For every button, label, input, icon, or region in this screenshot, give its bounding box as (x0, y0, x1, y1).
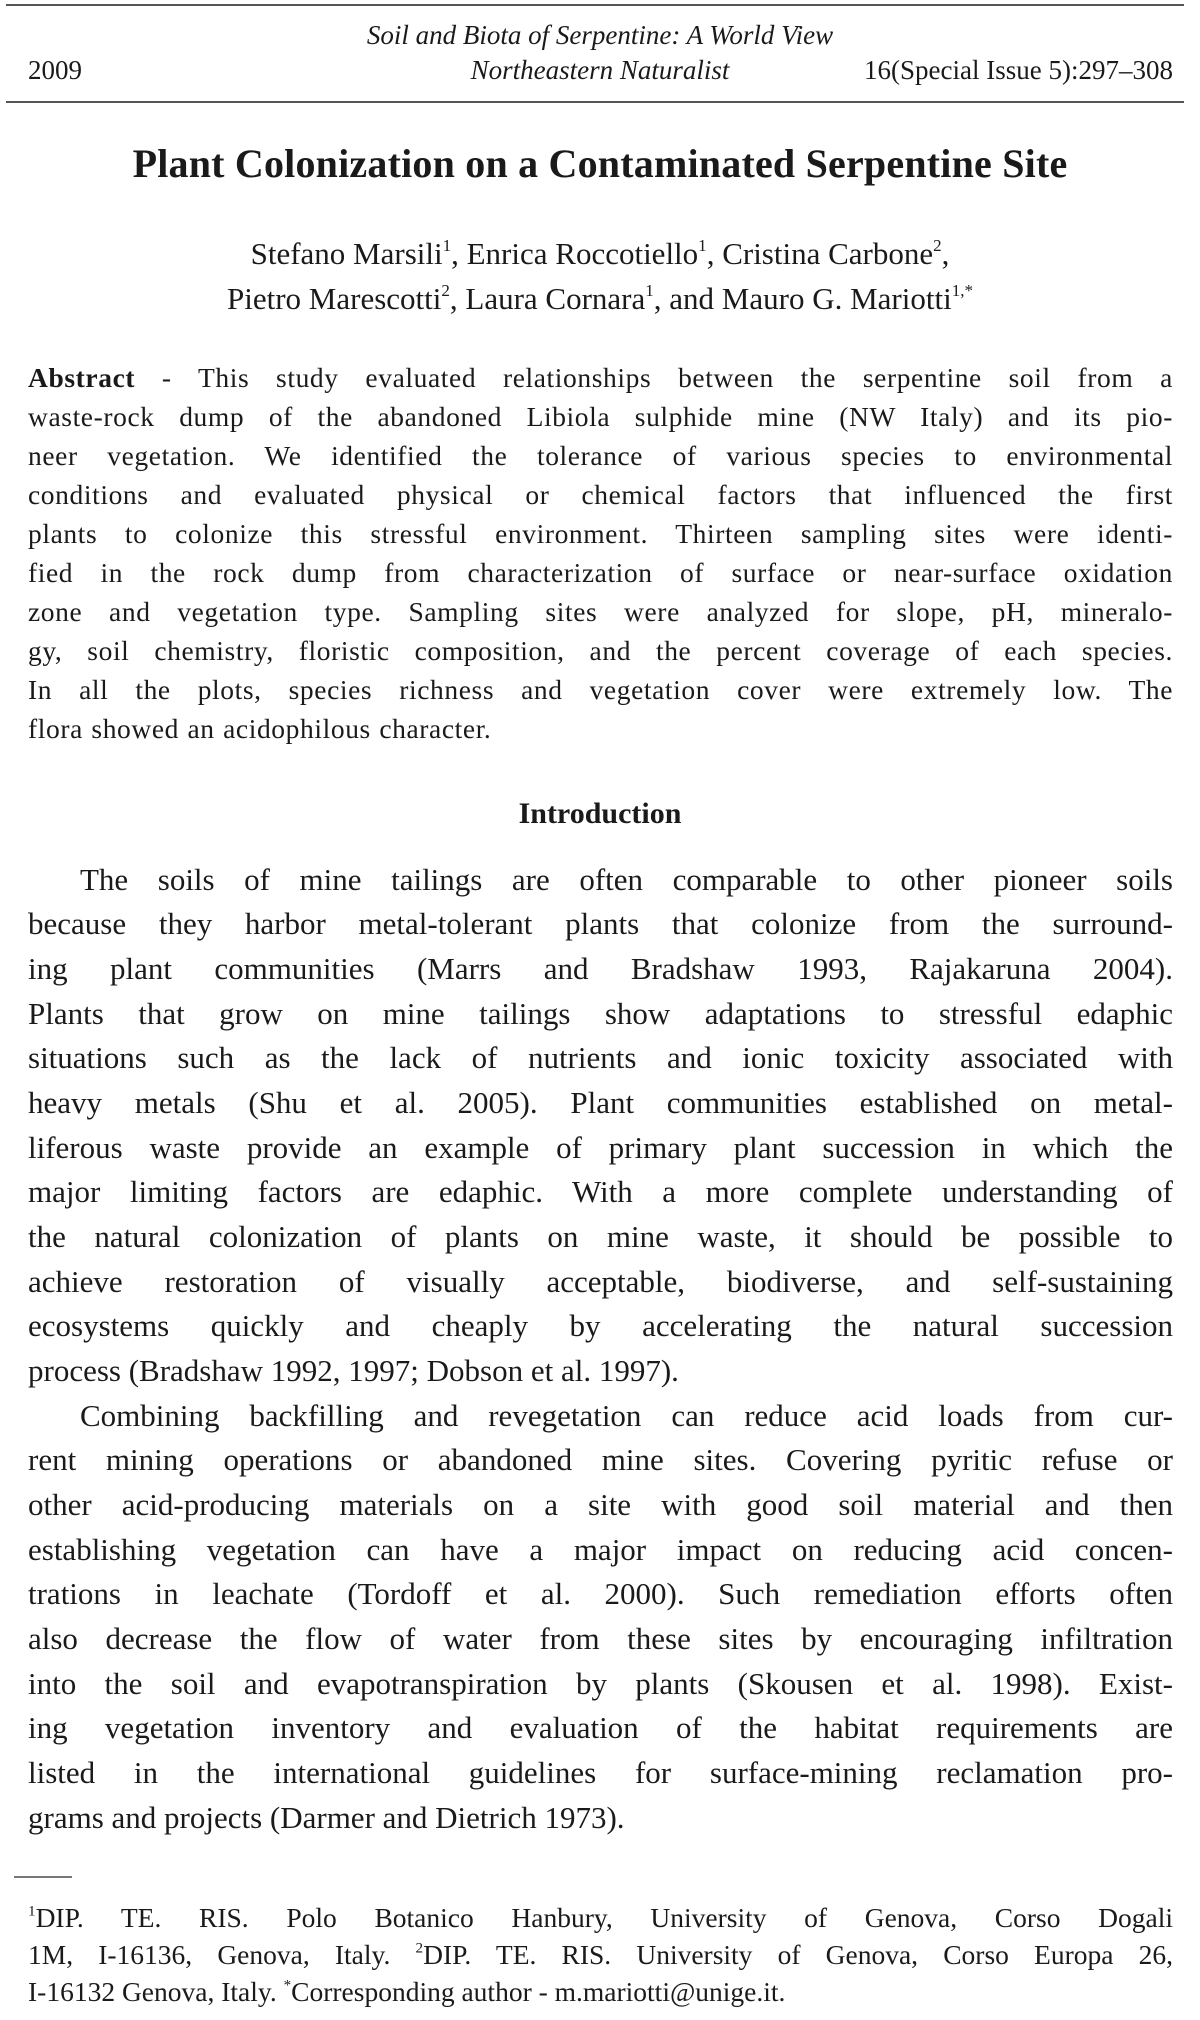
journal-name: Northeastern Naturalist (470, 55, 730, 85)
header-bottom-rule (6, 101, 1184, 103)
body-line: listed in the international guidelines for surface-mining reclamation pro- (28, 1755, 1173, 1790)
article-title: Plant Colonization on a Contaminated Serpentine Site (132, 141, 1068, 186)
affiliation-marker: 1,* (951, 281, 973, 301)
body-line: ing plant communities (Marrs and Bradshaw 1993, Rajakaruna 2004). (28, 951, 1173, 986)
body-line: Plants that grow on mine tailings show adaptations to stressful edaphic (28, 996, 1173, 1031)
body-line: into the soil and evapotranspiration by plants (Skousen et al. 1998). Exist- (28, 1666, 1173, 1701)
abstract-line: conditions and evaluated physical or chemical factors that influenced the first (28, 479, 1173, 510)
abstract-line: In all the plots, species richness and vegetation cover were extremely low. The (28, 674, 1173, 705)
author-name: Pietro Marescotti (227, 281, 442, 316)
abstract-line: waste-rock dump of the abandoned Libiola sulphide mine (NW Italy) and its pio- (28, 401, 1173, 432)
footnote-text: DIP. TE. RIS. Polo Botanico Hanbury, University of Genova, Corso Dogali (35, 1902, 1173, 1933)
body-line: because they harbor metal-tolerant plants that colonize from the surround- (28, 906, 1173, 941)
authors-line-2 (0, 281, 1200, 317)
publication-year: 2009 (28, 55, 82, 85)
body-line: rent mining operations or abandoned mine sites. Covering pyritic refuse or (28, 1442, 1173, 1477)
abstract-text: - This study evaluated relationships between the serpentine soil from a (135, 362, 1173, 393)
footnote-text: DIP. TE. RIS. University of Genova, Corso Europa 26, (423, 1939, 1174, 1970)
abstract-line: neer vegetation. We identified the tolerance of various species to environmental (28, 440, 1173, 471)
authors-line-1 (0, 236, 1200, 272)
affiliation-marker: 1 (645, 281, 654, 301)
abstract-line (28, 362, 1173, 394)
separator: , (706, 236, 723, 271)
footnote-line (28, 1939, 1173, 1971)
footnote-text: I-16132 Genova, Italy. (28, 1976, 284, 2007)
affiliation-marker: 2 (933, 236, 942, 256)
corresponding-author-email: Corresponding author - m.mariotti@unige.it. (291, 1976, 786, 2007)
separator: , and (653, 281, 722, 316)
author-name: Stefano Marsili (250, 236, 443, 271)
abstract-line: fied in the rock dump from characterization of surface or near-surface oxidation (28, 557, 1173, 588)
separator: , (451, 236, 467, 271)
body-line: The soils of mine tailings are often comparable to other pioneer soils (80, 862, 1173, 897)
volume-pages: 16(Special Issue 5):297–308 (864, 55, 1173, 85)
separator: , (941, 236, 950, 271)
body-line: also decrease the flow of water from these sites by encouraging infiltration (28, 1621, 1173, 1656)
affiliation-marker: 1 (442, 236, 452, 256)
abstract-line: plants to colonize this stressful environment. Thirteen sampling sites were identi- (28, 518, 1173, 549)
abstract-line: gy, soil chemistry, floristic composition, and the percent coverage of each species. (28, 635, 1173, 666)
author-name: Enrica Roccotiello (466, 236, 699, 271)
footnote-text: 1M, I-16136, Genova, Italy. (28, 1939, 416, 1970)
footnote-marker: * (283, 1977, 292, 1994)
body-line: process (Bradshaw 1992, 1997; Dobson et al. 1997). (28, 1353, 679, 1388)
body-line: grams and projects (Darmer and Dietrich 1973). (28, 1800, 625, 1835)
abstract-line: zone and vegetation type. Sampling sites were analyzed for slope, pH, mineralo- (28, 596, 1173, 627)
body-line: liferous waste provide an example of primary plant succession in which the (28, 1130, 1173, 1165)
affiliation-marker: 1 (698, 236, 707, 256)
body-line: ecosystems quickly and cheaply by accelerating the natural succession (28, 1308, 1173, 1343)
footnote-marker: 2 (415, 1940, 424, 1957)
footnote-marker: 1 (28, 1903, 36, 1920)
body-line: major limiting factors are edaphic. With a more complete understanding of (28, 1174, 1173, 1209)
body-line: Combining backfilling and revegetation can reduce acid loads from cur- (80, 1398, 1173, 1433)
footnote-rule (14, 1876, 72, 1878)
footnote-line (28, 1976, 1173, 2008)
footnote-line (28, 1902, 1173, 1934)
series-title: Soil and Biota of Serpentine: A World View (366, 20, 834, 50)
author-name: Cristina Carbone (722, 236, 934, 271)
body-line: other acid-producing materials on a site with good soil material and then (28, 1487, 1173, 1522)
abstract-line: flora showed an acidophilous character. (28, 713, 492, 744)
header-top-rule (6, 4, 1184, 6)
body-line: establishing vegetation can have a major impact on reducing acid concen- (28, 1532, 1173, 1567)
body-line: achieve restoration of visually acceptable, biodiverse, and self-sustaining (28, 1264, 1173, 1299)
body-line: heavy metals (Shu et al. 2005). Plant communities established on metal- (28, 1085, 1173, 1120)
body-line: situations such as the lack of nutrients and ionic toxicity associated with (28, 1040, 1173, 1075)
author-name: Laura Cornara (465, 281, 646, 316)
body-line: ing vegetation inventory and evaluation of the habitat requirements are (28, 1710, 1173, 1745)
affiliation-marker: 2 (441, 281, 450, 301)
author-name: Mauro G. Mariotti (721, 281, 952, 316)
section-heading-introduction: Introduction (518, 797, 682, 830)
body-line: trations in leachate (Tordoff et al. 2000). Such remediation efforts often (28, 1576, 1173, 1611)
separator: , (449, 281, 466, 316)
body-line: the natural colonization of plants on mine waste, it should be possible to (28, 1219, 1173, 1254)
abstract-label: Abstract (28, 362, 136, 393)
